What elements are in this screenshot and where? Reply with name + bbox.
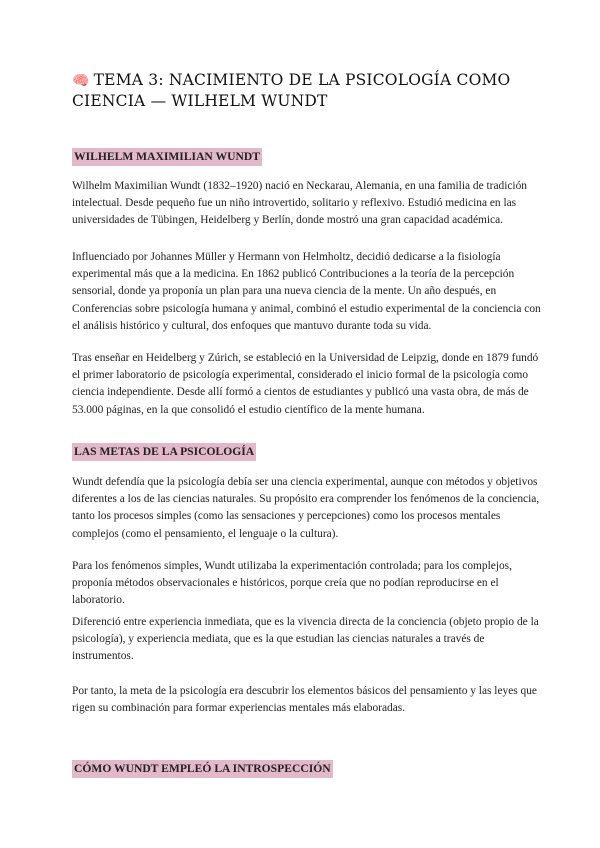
section-heading-wundt: WILHELM MAXIMILIAN WUNDT bbox=[72, 148, 262, 166]
paragraph: Wilhelm Maximilian Wundt (1832–1920) nació en Neckarau, Alemania, en una familia de tradición intelectual. Desde pequeño fue un niño introvertido, solitario y reflexivo. Estudió medicina en las universidades de Tübingen, Heidelberg y Berlín, donde mostró una gran capacidad académica. bbox=[72, 180, 527, 227]
paragraph: Para los fenómenos simples, Wundt utilizaba la experimentación controlada; para los complejos, proponía métodos observacionales e históricos, porque creía que no podían reproducirse en el laboratorio. bbox=[72, 560, 512, 607]
paragraph: Wundt defendía que la psicología debía ser una ciencia experimental, aunque con métodos y objetivos diferentes a los de las ciencias naturales. Su propósito era comprender los fenómenos de la conciencia, tanto los procesos simples (como las sensaciones y percepciones) como los procesos mentales complejos (como el pensamiento, el lenguaje o la cultura). bbox=[72, 476, 540, 540]
section-heading-introspeccion: CÓMO WUNDT EMPLEÓ LA INTROSPECCIÓN bbox=[72, 760, 333, 778]
paragraph: Tras enseñar en Heidelberg y Zúrich, se estableció en la Universidad de Leipzig, donde en 1879 fundó el primer laboratorio de psicología experimental, considerado el inicio formal de la psicología como ciencia independiente. Desde allí formó a cientos de estudiantes y publicó una vasta obra, de más de 53.000 páginas, en la que consolidó el estudio científico de la mente humana. bbox=[72, 352, 539, 416]
paragraph: Por tanto, la meta de la psicología era descubrir los elementos básicos del pensamiento y las leyes que rigen su combinación para formar experiencias mentales más elaboradas. bbox=[72, 685, 537, 715]
paragraph: Influenciado por Johannes Müller y Hermann von Helmholtz, decidió dedicarse a la fisiología experimental más que a la medicina. En 1862 publicó Contribuciones a la teoría de la percepción sensorial, donde ya proponía un plan para una nueva ciencia de la mente. Un año después, en Conferencias sobre psicología humana y animal, combinó el estudio experimental de la conciencia con el análisis histórico y cultural, dos enfoques que mantuvo durante toda su vida. bbox=[72, 251, 541, 332]
page-title-text: TEMA 3: NACIMIENTO DE LA PSICOLOGÍA COMO CIENCIA — WILHELM WUNDT bbox=[72, 71, 511, 110]
paragraph: Diferenció entre experiencia inmediata, que es la vivencia directa de la conciencia (objeto propio de la psicología), y experiencia mediata, que es la que estudian las ciencias naturales a través de instrumentos. bbox=[72, 616, 539, 663]
brain-icon: 🧠 bbox=[72, 73, 90, 89]
page-title bbox=[72, 70, 542, 111]
section-heading-metas: LAS METAS DE LA PSICOLOGÍA bbox=[72, 443, 256, 461]
